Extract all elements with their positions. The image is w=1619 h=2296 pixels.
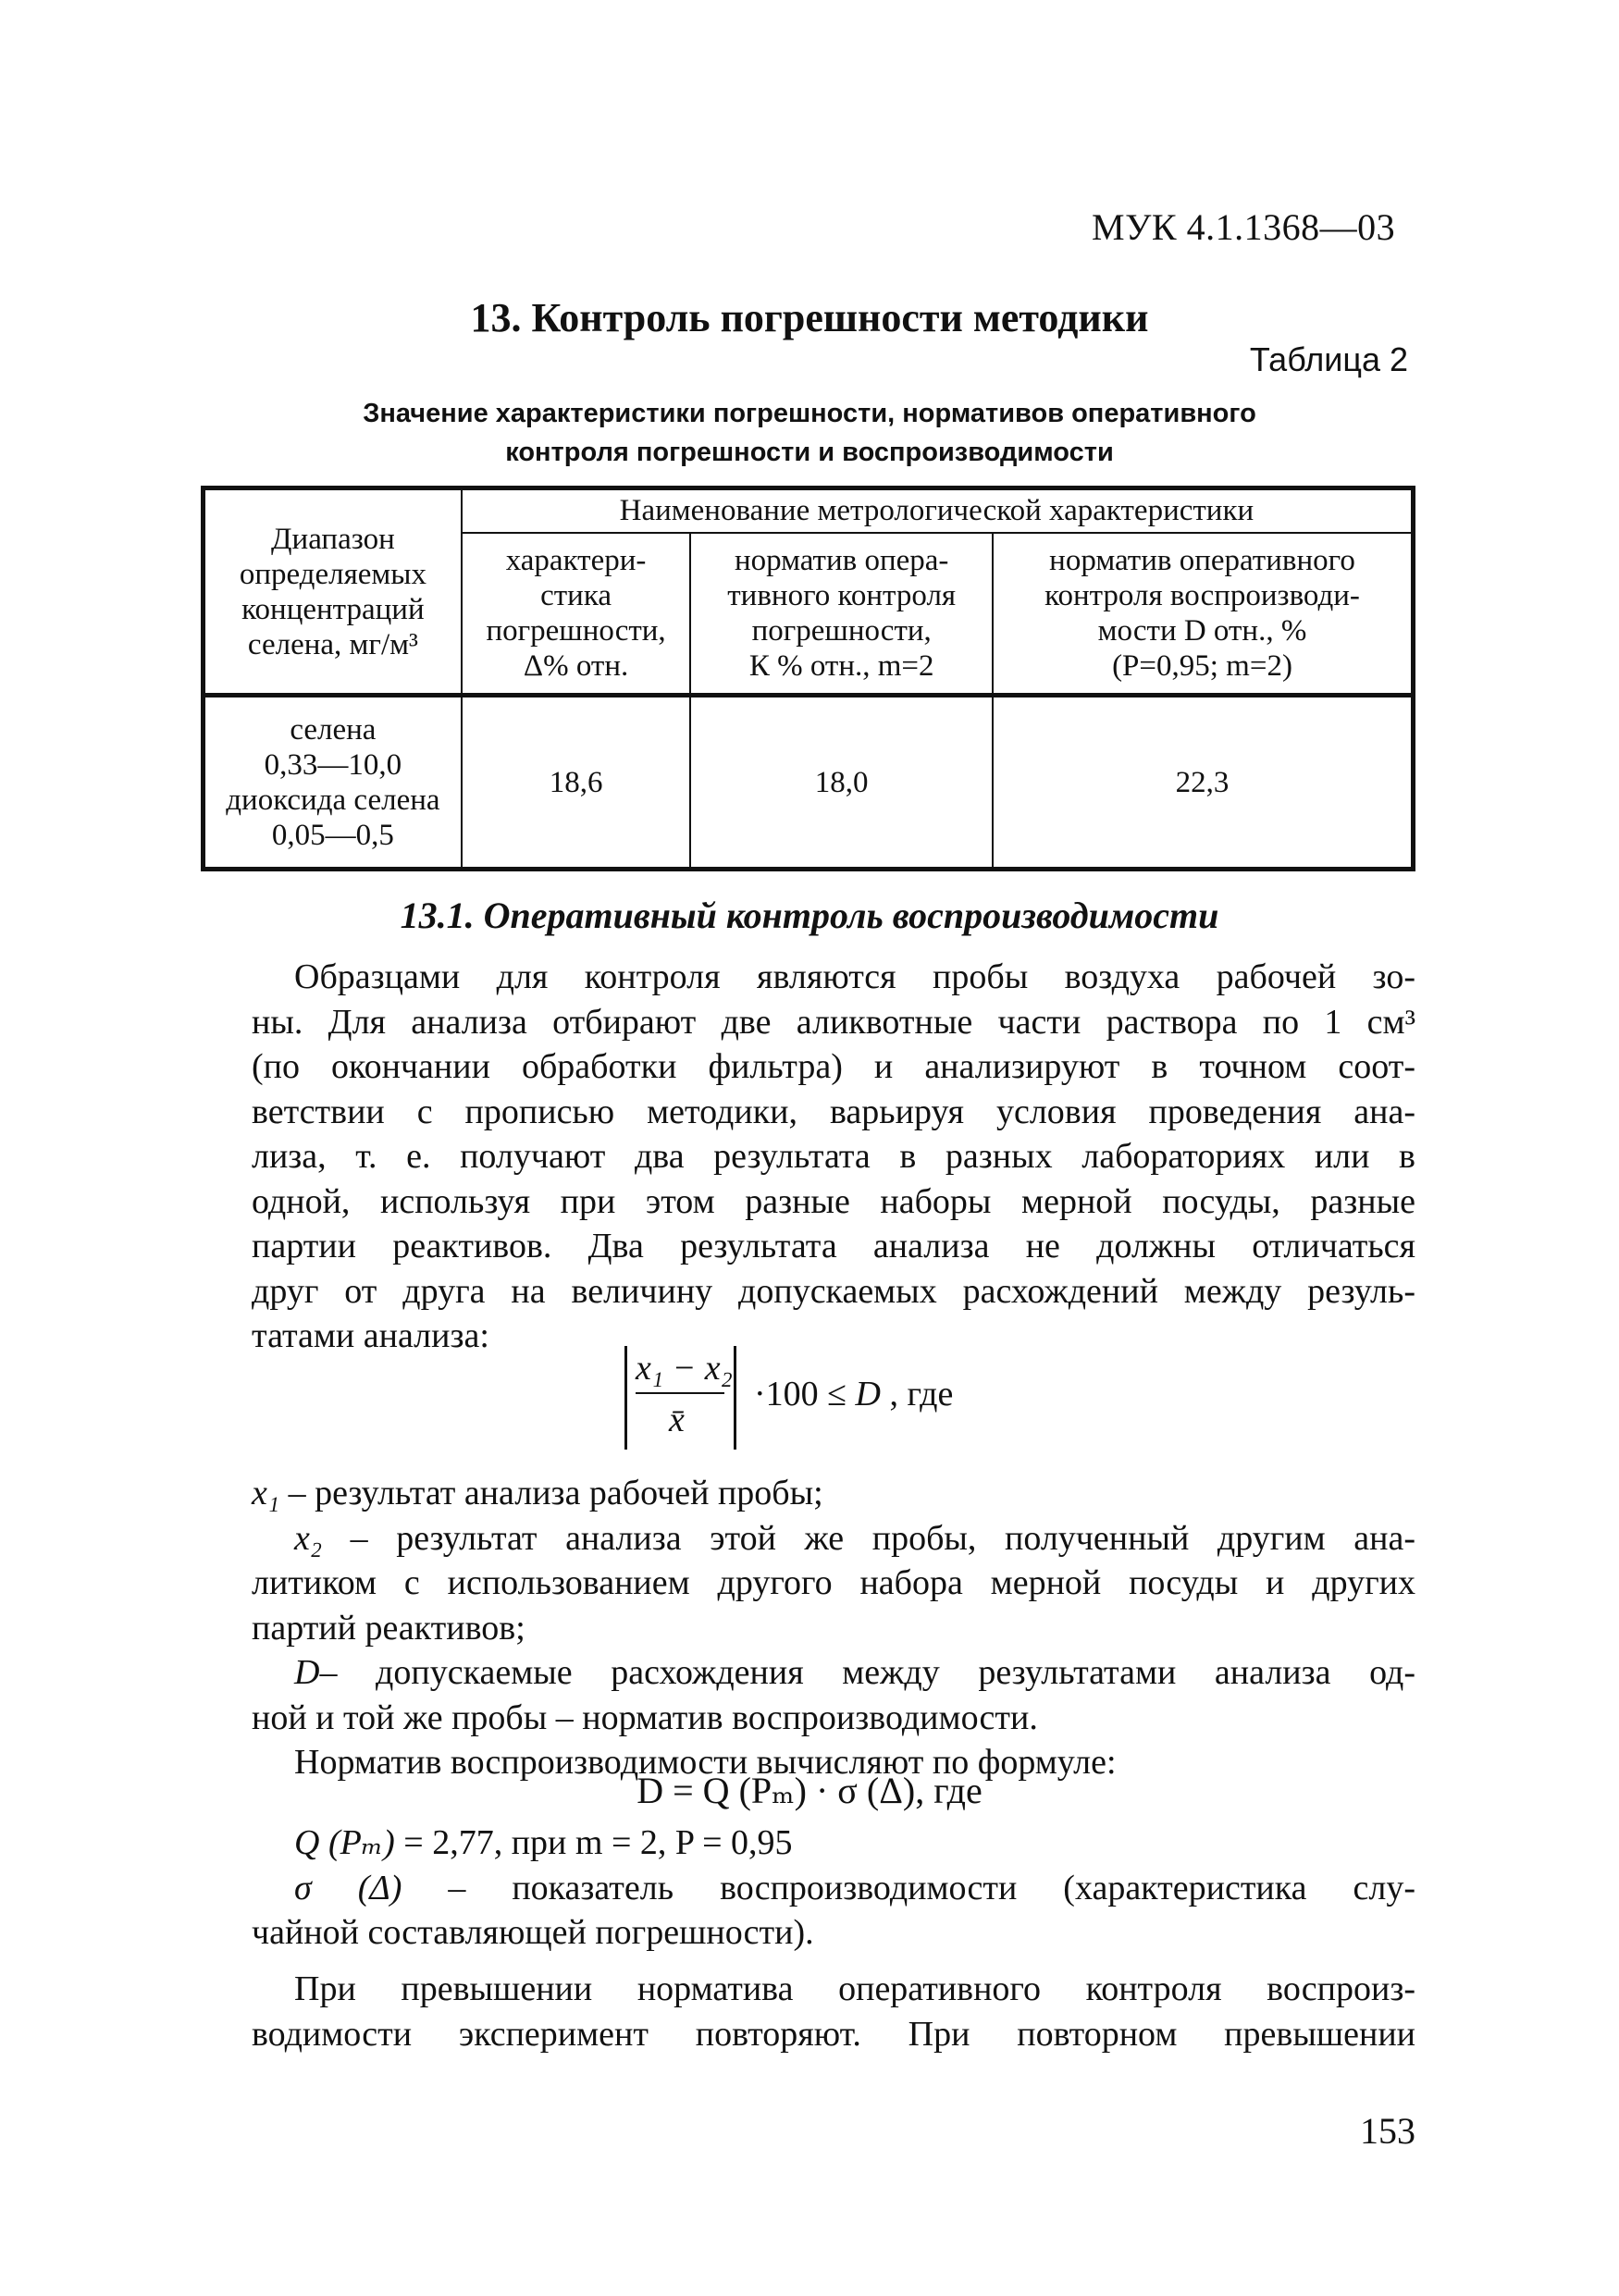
coefficient-definitions: Q (Pₘ) = 2,77, при m = 2, P = 0,95 σ (Δ) – показатель воспроизводимости (характеристика слу- чайной составляющей погрешности). — [252, 1821, 1415, 1956]
def-x2: x₂ – результат анализа этой же пробы, полученный другим ана- — [294, 1518, 1415, 1558]
col-error-control-header: норматив опера- тивного контроля погрешности, К % отн., m=2 — [690, 533, 993, 696]
table-cell-error: 18,6 — [462, 696, 691, 870]
formula-numerator: x₁ − x₂ — [636, 1349, 733, 1388]
reproducibility-norm-formula: D = Q (Pₘ) · σ (Δ), где — [636, 1770, 983, 1811]
def-q: Q (Pₘ) = 2,77, при m = 2, P = 0,95 — [294, 1823, 793, 1862]
definitions: x₁ – результат анализа рабочей пробы; x₂ – результат анализа этой же пробы, полученный другим ана- литиком с использованием другого набора мерной посуды и других партий реактивов; D– допускаемые расхождения между результатами анализа од- ной и той же пробы – норматив воспроизводимости. Норматив воспроизводимости вычисляют по формуле: — [252, 1471, 1415, 1785]
paragraph-repeat: При превышении норматива оперативного контроля воспроиз- водимости эксперимент повторяют. При повторном превышении — [252, 1969, 1415, 2054]
abs-bar-left — [624, 1346, 627, 1450]
fraction-line — [636, 1392, 724, 1394]
table-cell-reproducibility: 22,3 — [993, 696, 1413, 870]
def-sigma: σ (Δ) – показатель воспроизводимости (характеристика слу- — [294, 1868, 1415, 1907]
def-d: D– допускаемые расхождения между результатами анализа од- — [294, 1653, 1415, 1692]
table-caption-line: Значение характеристики погрешности, нормативов оперативного — [363, 399, 1256, 428]
table-caption — [139, 394, 1480, 472]
document-code: МУК 4.1.1368—03 — [1092, 206, 1396, 248]
subsection-title: 13.1. Оперативный контроль воспроизводимости — [400, 895, 1219, 936]
section-title: 13. Контроль погрешности методики — [470, 295, 1149, 340]
group-header-cell: Наименование метрологической характеристики — [462, 488, 1414, 533]
range-header-cell: Диапазон определяемых концентраций селена, мг/м³ — [204, 488, 462, 696]
table-cell-error-control: 18,0 — [690, 696, 993, 870]
reproducibility-formula — [624, 1346, 1050, 1466]
formula-rhs: ·100 ≤ D , где — [754, 1375, 954, 1413]
col-reproducibility-header: норматив оперативного контроля воспроизводи- мости D отн., % (Р=0,95; m=2) — [993, 533, 1413, 696]
paragraph-samples: Образцами для контроля являются пробы воздуха рабочей зо- ны. Для анализа отбирают две аликвотные части раствора по 1 см³ (по окончании обработки фильтра) и анализируют в точном соот- ветствии с прописью методики, варьируя условия проведения ана- лиза, т. е. получают два результата в разных лабораториях или в одной, используя при этом разные наборы мерной посуды, разные партии реактивов. Два результата анализа не должны отличаться друг от друга на величину допускаемых расхождений между резуль- татами анализа: — [252, 957, 1415, 1355]
table-label: Таблица 2 — [1249, 340, 1408, 378]
abs-bar-right — [734, 1346, 736, 1450]
formula-denominator: x̄ — [669, 1401, 685, 1439]
range-value-cell: селена 0,33—10,0 диоксида селена 0,05—0,5 — [204, 696, 462, 870]
table-caption-line: контроля погрешности и воспроизводимости — [505, 438, 1114, 467]
col-error-header: характери- стика погрешности, Δ% отн. — [462, 533, 691, 696]
calc-intro: Норматив воспроизводимости вычисляют по формуле: — [294, 1743, 1117, 1782]
page-number: 153 — [1360, 2110, 1415, 2152]
def-x1: x₁ – результат анализа рабочей пробы; — [252, 1474, 823, 1512]
metrology-table — [201, 486, 1415, 871]
